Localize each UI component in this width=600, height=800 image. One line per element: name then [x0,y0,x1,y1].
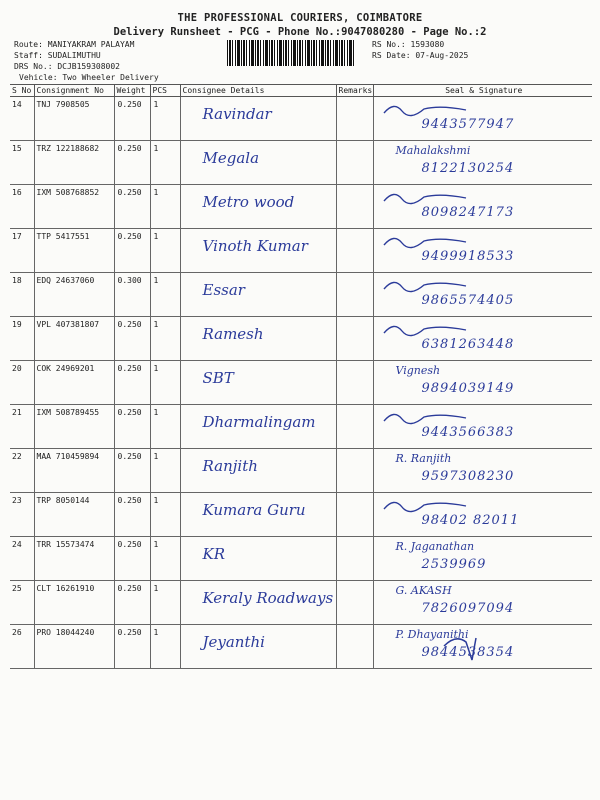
table-row [10,581,592,625]
signature-phone: 9443566383 [421,425,515,440]
consignee-cell [180,625,336,669]
signature-cell [373,537,592,581]
serial-number: 16 [10,185,34,229]
signature-cell [373,449,592,493]
table-row [10,317,592,361]
pieces-count: 1 [150,185,180,229]
consignment-number: CLT 16261910 [34,581,114,625]
remarks-cell [336,185,373,229]
company-name: THE PROFESSIONAL COURIERS, COIMBATORE [177,12,423,24]
weight-value: 0.250 [114,405,150,449]
pieces-count: 1 [150,229,180,273]
table-row [10,449,592,493]
signature-phone: 7826097094 [421,601,515,616]
serial-number: 17 [10,229,34,273]
weight-value: 0.250 [114,361,150,405]
table-row [10,141,592,185]
consignee-cell [180,229,336,273]
table-header-row [10,85,592,97]
signature-name: G. AKASH [395,584,452,597]
col-header-signature: Seal & Signature [373,85,592,97]
serial-number: 14 [10,97,34,141]
serial-number: 20 [10,361,34,405]
consignment-number: EDQ 24637060 [34,273,114,317]
weight-value: 0.250 [114,625,150,669]
consignment-number: TRZ 122188682 [34,141,114,185]
consignee-handwritten-name: Ranjith [202,457,258,475]
pieces-count: 1 [150,273,180,317]
serial-number: 21 [10,405,34,449]
col-header-remarks: Remarks [336,85,373,97]
signature-cell [373,625,592,669]
serial-number: 26 [10,625,34,669]
consignee-handwritten-name: Ramesh [202,325,264,343]
consignee-handwritten-name: Megala [202,149,260,167]
table-row [10,537,592,581]
consignment-number: IXM 508789455 [34,405,114,449]
table-row [10,97,592,141]
remarks-cell [336,493,373,537]
signature-name: R. Ranjith [395,452,452,465]
consignment-number: VPL 407381807 [34,317,114,361]
signature-name: Mahalakshmi [395,144,471,157]
col-header-pcs: PCS [150,85,180,97]
signature-name: P. Dhayanithi [395,628,469,641]
consignee-cell [180,493,336,537]
consignee-handwritten-name: Jeyanthi [202,633,265,651]
col-header-weight: Weight [114,85,150,97]
rs-number: RS No.: 1593080 [372,40,445,49]
signature-cell [373,141,592,185]
consignee-handwritten-name: KR [202,545,225,563]
weight-value: 0.300 [114,273,150,317]
signature-cell [373,493,592,537]
consignment-number: COK 24969201 [34,361,114,405]
consignment-number: TNJ 7908505 [34,97,114,141]
consignee-cell [180,405,336,449]
consignment-number: MAA 710459894 [34,449,114,493]
pieces-count: 1 [150,361,180,405]
signature-phone: 9865574405 [421,293,515,308]
rs-date: RS Date: 07-Aug-2025 [372,51,469,60]
consignment-number: TRR 15573474 [34,537,114,581]
pieces-count: 1 [150,141,180,185]
signature-phone: 9894039149 [421,381,515,396]
table-row [10,229,592,273]
col-header-sno: S No [10,85,34,97]
pieces-count: 1 [150,449,180,493]
consignee-cell [180,273,336,317]
consignment-number: TRP 8050144 [34,493,114,537]
consignment-number: IXM 508768852 [34,185,114,229]
consignee-cell [180,581,336,625]
signature-phone: 9443577947 [421,117,515,132]
serial-number: 22 [10,449,34,493]
remarks-cell [336,449,373,493]
signature-phone: 9597308230 [421,469,515,484]
table-row [10,625,592,669]
consignee-cell [180,449,336,493]
signature-cell [373,97,592,141]
signature-cell [373,405,592,449]
signature-name: R. Jaganathan [395,540,475,553]
weight-value: 0.250 [114,97,150,141]
signature-phone: 98402 82011 [421,513,520,528]
remarks-cell [336,97,373,141]
remarks-cell [336,229,373,273]
weight-value: 0.250 [114,185,150,229]
pieces-count: 1 [150,537,180,581]
serial-number: 15 [10,141,34,185]
consignee-handwritten-name: Kumara Guru [202,501,306,519]
remarks-cell [336,317,373,361]
signature-name: Vignesh [395,364,441,377]
signature-cell [373,317,592,361]
barcode [227,40,355,66]
weight-value: 0.250 [114,449,150,493]
consignee-cell [180,537,336,581]
weight-value: 0.250 [114,229,150,273]
weight-value: 0.250 [114,537,150,581]
signature-phone: 9844538354 [421,645,515,660]
signature-cell [373,273,592,317]
table-row [10,273,592,317]
table-row [10,493,592,537]
check-mark-icon [442,632,482,662]
consignee-cell [180,361,336,405]
staff-label: Staff: SUDALIMUTHU [14,51,101,60]
runsheet-title: Delivery Runsheet - PCG - Phone No.:9047080280 - Page No.:2 [113,26,487,38]
consignee-cell [180,185,336,229]
route-label: Route: MANIYAKRAM PALAYAM [14,40,135,49]
pieces-count: 1 [150,97,180,141]
weight-value: 0.250 [114,141,150,185]
consignee-handwritten-name: Ravindar [202,105,272,123]
remarks-cell [336,141,373,185]
consignee-handwritten-name: SBT [202,369,234,387]
remarks-cell [336,405,373,449]
serial-number: 23 [10,493,34,537]
drs-number: DRS No.: DCJB159308002 [14,62,120,71]
pieces-count: 1 [150,317,180,361]
remarks-cell [336,273,373,317]
consignee-cell [180,141,336,185]
serial-number: 24 [10,537,34,581]
consignee-handwritten-name: Keraly Roadways [202,589,334,607]
consignee-handwritten-name: Essar [202,281,245,299]
consignee-handwritten-name: Metro wood [202,193,295,211]
col-header-consignee: Consignee Details [180,85,336,97]
pieces-count: 1 [150,493,180,537]
signature-cell [373,185,592,229]
weight-value: 0.250 [114,317,150,361]
signature-phone: 2539969 [421,557,487,572]
signature-cell [373,229,592,273]
weight-value: 0.250 [114,493,150,537]
table-row [10,361,592,405]
vehicle-label: Vehicle: Two Wheeler Delivery [19,73,159,82]
pieces-count: 1 [150,405,180,449]
consignment-number: TTP 5417551 [34,229,114,273]
signature-cell [373,581,592,625]
table-row [10,405,592,449]
consignee-cell [180,317,336,361]
weight-value: 0.250 [114,581,150,625]
pieces-count: 1 [150,581,180,625]
signature-cell [373,361,592,405]
serial-number: 19 [10,317,34,361]
col-header-consignment: Consignment No [34,85,114,97]
remarks-cell [336,581,373,625]
remarks-cell [336,537,373,581]
consignee-cell [180,97,336,141]
remarks-cell [336,625,373,669]
runsheet-table [10,84,592,669]
remarks-cell [336,361,373,405]
table-row [10,185,592,229]
serial-number: 18 [10,273,34,317]
signature-phone: 9499918533 [421,249,515,264]
consignment-number: PRO 18044240 [34,625,114,669]
serial-number: 25 [10,581,34,625]
pieces-count: 1 [150,625,180,669]
signature-phone: 6381263448 [421,337,515,352]
signature-phone: 8122130254 [421,161,515,176]
consignee-handwritten-name: Dharmalingam [202,413,316,431]
consignee-handwritten-name: Vinoth Kumar [202,237,308,255]
signature-phone: 8098247173 [421,205,515,220]
